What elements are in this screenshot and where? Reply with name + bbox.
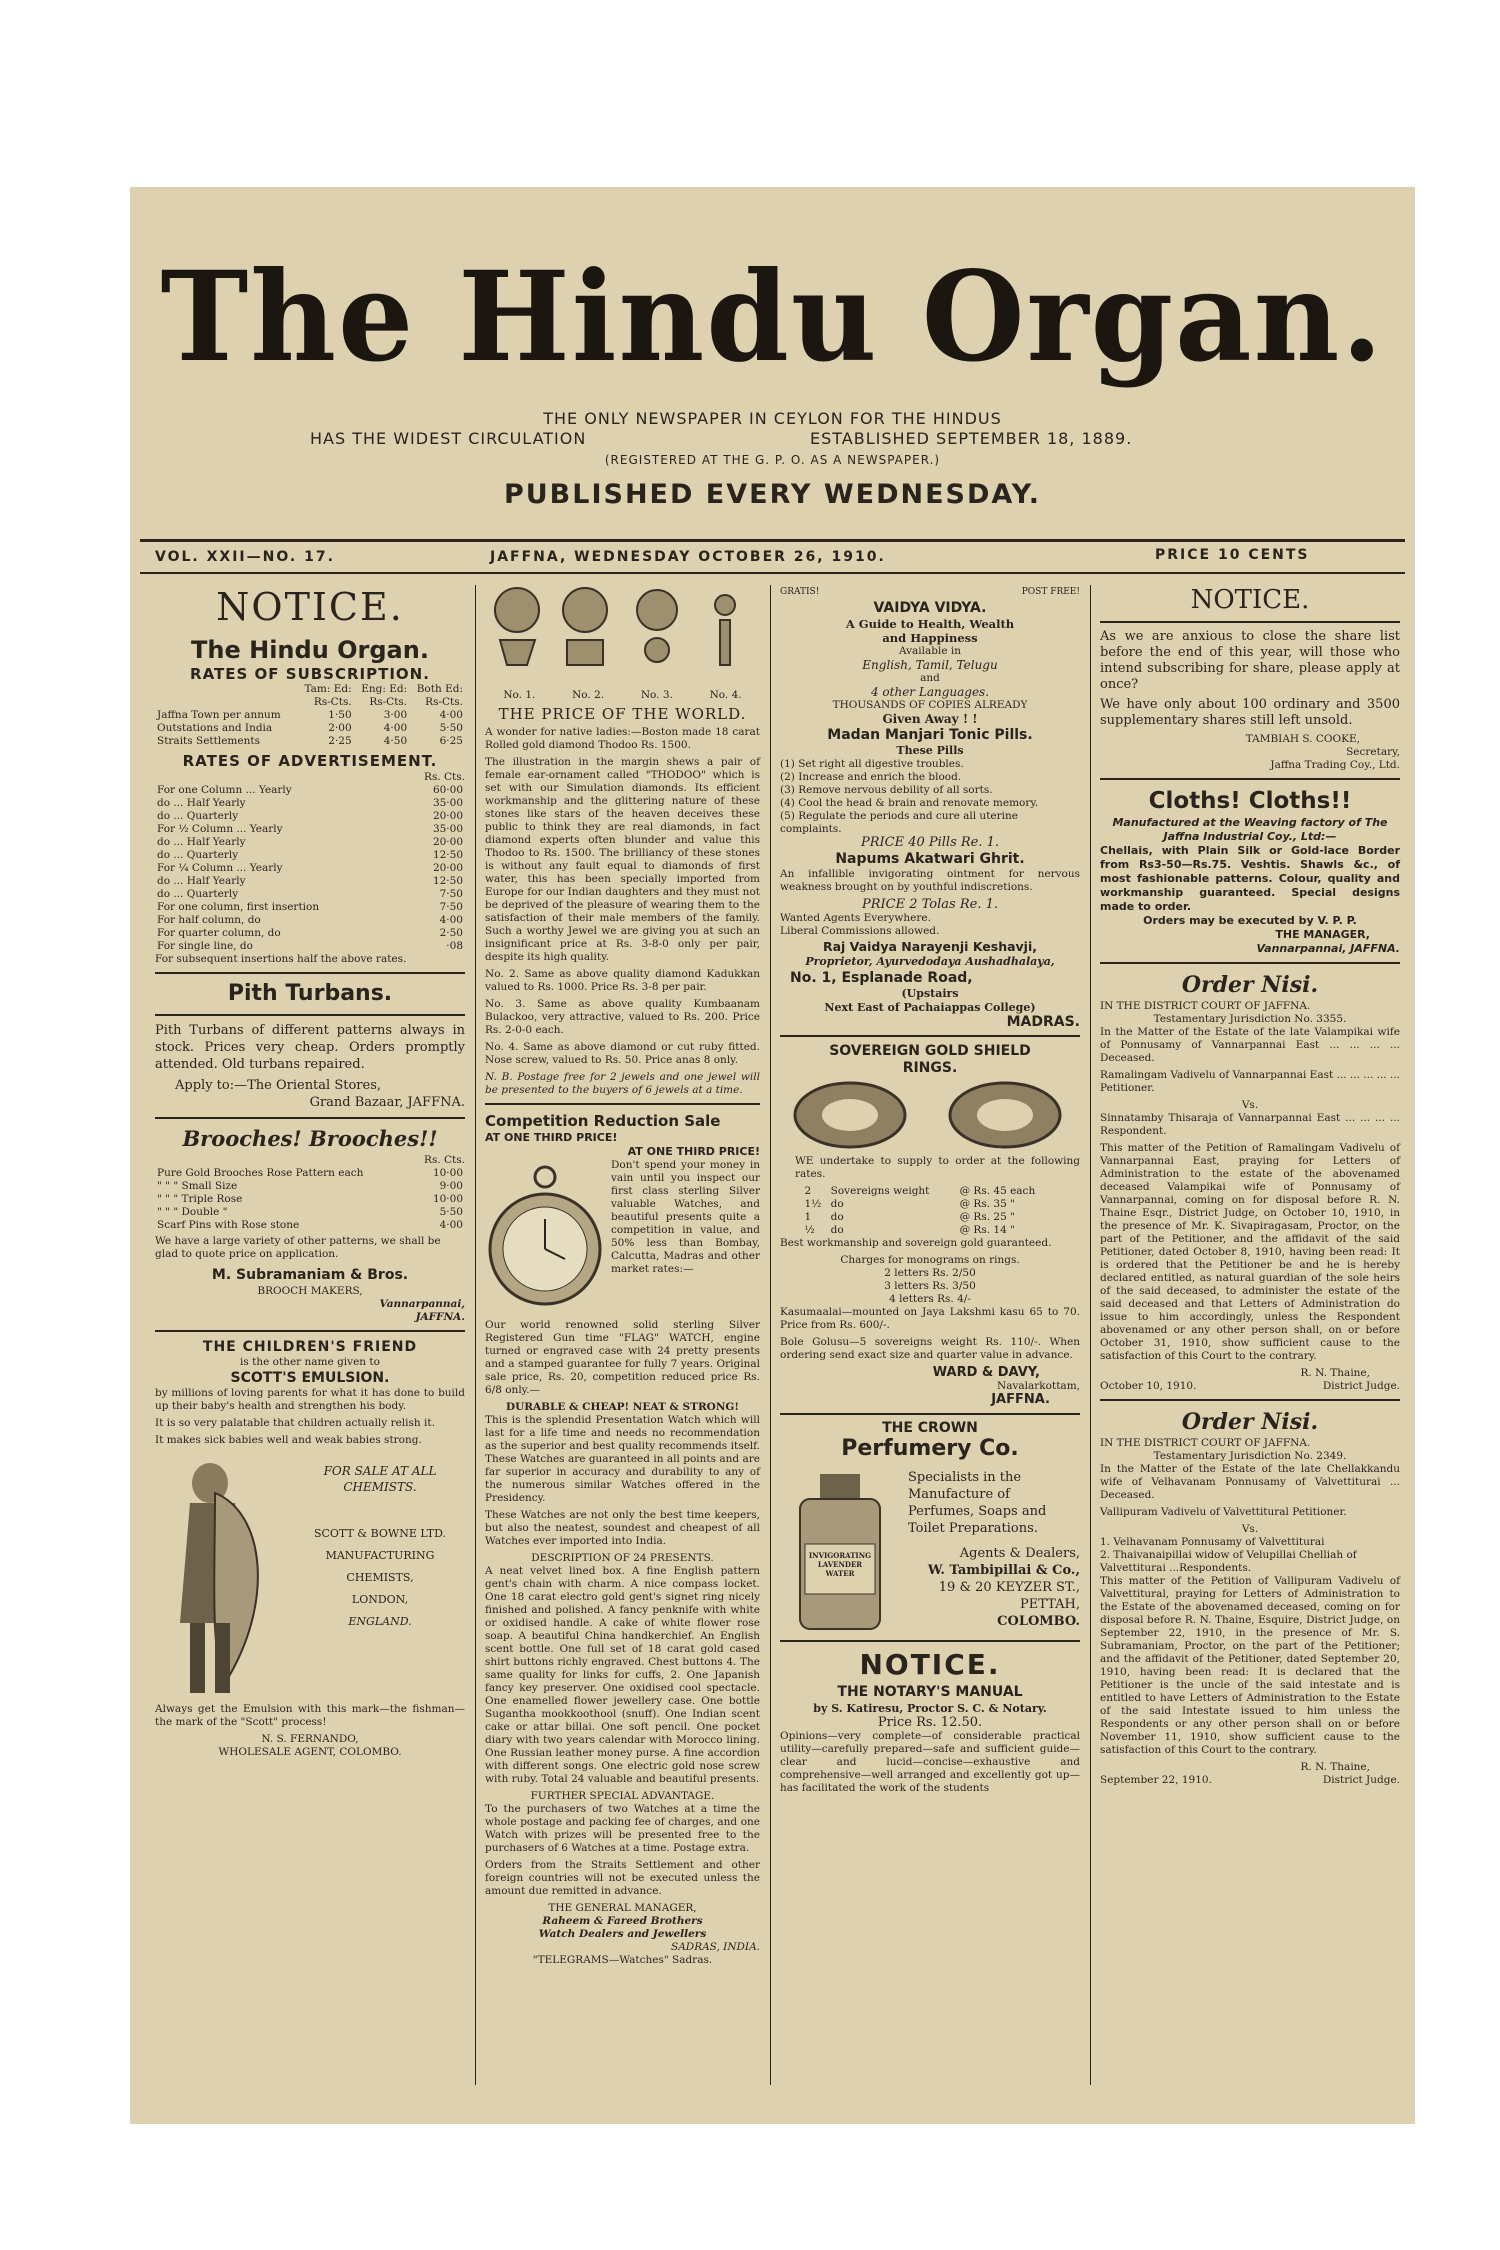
col-unit: Rs-Cts. (425, 696, 463, 708)
col-header: Both Ed: (416, 683, 463, 695)
competition-text: This is the splendid Presentation Watch which will last for a life time and needs no recommendation as the superior and best quality recommends itself. These Watches are guaranteed in all points and are far superior in accuracy and durability to any of the numerous similar Watches offered in the Presidency. (485, 1414, 760, 1504)
col-header: Eng: Ed: (361, 683, 408, 695)
table-row (155, 862, 465, 875)
watch-illustration (485, 1159, 605, 1319)
registered: (REGISTERED AT THE G. P. O. AS A NEWSPAPER.) (604, 453, 941, 467)
jewel-label: No. 1. (503, 689, 536, 701)
ward-place: Navalarkottam, (997, 1380, 1080, 1392)
cloths-mgr: THE MANAGER, (1275, 928, 1370, 941)
table-cell: do ... Half Yearly (157, 797, 246, 809)
table-cell: 10·00 (432, 1167, 463, 1179)
table-cell: do (830, 1224, 844, 1236)
table-row (155, 901, 465, 914)
turbans-address: Grand Bazaar, JAFFNA. (309, 1095, 465, 1110)
table-cell: ½ (804, 1224, 815, 1236)
advertisement-table (155, 784, 465, 953)
table-row (155, 849, 465, 862)
table-row (155, 823, 465, 836)
competition-sub: AT ONE THIRD PRICE! (485, 1131, 618, 1144)
brooch-makers: BROOCH MAKERS, (257, 1285, 363, 1297)
divider (1100, 621, 1400, 623)
vaidya-other: 4 other Languages. (870, 685, 990, 699)
table-cell: do (830, 1198, 844, 1210)
nisi-vs: Vs. (1241, 1099, 1259, 1111)
maker-line: ENGLAND. (348, 1615, 412, 1628)
table-row (155, 1219, 465, 1232)
crown-name: Perfumery Co. (841, 1436, 1019, 1461)
notary-price: Price Rs. 12.50. (877, 1715, 983, 1730)
kasu-text: Kasumaalai—mounted on Jaya Lakshmi kasu 65 to 70. Price from Rs. 600/-. (780, 1306, 1080, 1331)
table-row (155, 797, 465, 810)
table-row (155, 888, 465, 901)
table-cell: do ... Quarterly (157, 810, 239, 822)
perfume-bottle (780, 1469, 900, 1634)
maker-line: SCOTT & BOWNE LTD. (313, 1527, 447, 1540)
notary-heading: THE NOTARY'S MANUAL (837, 1684, 1023, 1700)
crown-addr: 19 & 20 KEYZER ST., (938, 1580, 1080, 1595)
table-cell: 1 (804, 1211, 812, 1223)
notary-by: by S. Katiresu, Proctor S. C. & Notary. (813, 1702, 1047, 1715)
fishman-illustration (155, 1453, 285, 1703)
table-row (155, 1193, 465, 1206)
nisi-jurisdiction: Testamentary Jurisdiction No. 2349. (1153, 1450, 1347, 1462)
friend-agent2: WHOLESALE AGENT, COLOMBO. (218, 1746, 402, 1758)
ward-town: JAFFNA. (991, 1392, 1050, 1407)
brooch-place: Vannarpannai, (379, 1298, 465, 1310)
volume: VOL. XXII—NO. 17. (155, 549, 335, 565)
column-4 (1100, 585, 1400, 1787)
table-row: Jaffna Town per annum 1·50 3·00 4·00 (157, 709, 463, 721)
list-item: (4) Cool the head & brain and renovate memory. (780, 797, 1039, 809)
table-row (155, 1206, 465, 1219)
brooches-heading: Brooches! Brooches!! (182, 1126, 438, 1151)
table-row (155, 927, 465, 940)
table-row (155, 875, 465, 888)
masthead-title: The Hindu Organ. (160, 243, 1385, 390)
notary-text: Opinions—very complete—of considerable practical utility—carefully prepared—safe and sufficient guide—clear and lucid—concise—exhaustive and comprehensive—well arranged and excellently got up—has facilitated the work of the students (780, 1730, 1080, 1794)
competition-text: Don't spend your money in vain until you inspect our first class sterling Silver valuable Watches, and beautiful presents quite a competition in value, and 50% less than Bombay, Calcutta, Madras and other market rates:— (611, 1159, 760, 1275)
vaidya-upstairs: (Upstairs (901, 987, 959, 1000)
rates-subscription-title: RATES OF SUBSCRIPTION. (190, 665, 430, 683)
column-2 (485, 585, 760, 1967)
agents-wanted: Wanted Agents Everywhere. (780, 912, 931, 924)
rings-best: Best workmanship and sovereign gold guaranteed. (780, 1237, 1052, 1249)
nisi-court: IN THE DISTRICT COURT OF JAFFNA. (1100, 1437, 1311, 1449)
table-cell: 12·50 (432, 849, 463, 861)
article-text: No. 4. Same as above diamond or cut ruby fitted. Nose screw, valued to Rs. 50. Price anas 8 only. (485, 1041, 760, 1066)
jewel-label: No. 3. (640, 689, 673, 701)
table-cell: For half column, do (157, 914, 261, 926)
divider (155, 1014, 465, 1016)
column-divider (1090, 585, 1091, 2085)
notice-text: As we are anxious to close the share list before the end of this year, will those who intend subscribing for share, please apply at once? (1100, 629, 1400, 692)
nisi-judge: R. N. Thaine, (1300, 1367, 1370, 1379)
nisi-date: September 22, 1910. (1100, 1774, 1212, 1786)
nisi-text: In the Matter of the Estate of the late Valampikai wife of Ponnusamy of Vannarpannai East ... ... ... ... Deceased. (1100, 1026, 1400, 1064)
durable-line: DURABLE & CHEAP! NEAT & STRONG! (506, 1401, 739, 1413)
table-cell: 20·00 (432, 810, 463, 822)
table-cell: 20·00 (432, 862, 463, 874)
nisi-body: This matter of the Petition of Ramalingam Vadivelu of Vannarpannai East, praying for Letters of Administration to the estate of the abovenamed deceased Valampikai wife of Ponnusamy of Vannarpannai, coming on for disposal before R. N. Thaine Esqr., District Judge, on October 10, 1910, in the presence of Mr. K. Sivapiragasam, Proctor, on the part of the Petitioner, and the affidavit of the said Petitioner, dated October 8, 1910, having been read: It is ordered that the Petitioner be and he is hereby declared entitled, as natural guardian of the sole heirs of the said deceased, to administer the estate of the said deceased and that Letters of Administration do issue to him accordingly, unless the Respondent abovenamed or any other person shall, on or before October 31, 1910, show sufficient cause to the satisfaction of this Court to the contrary. (1100, 1142, 1400, 1362)
brooch-town: JAFFNA. (415, 1311, 465, 1323)
published-line: PUBLISHED EVERY WEDNESDAY. (503, 479, 1042, 510)
firm-desc: Watch Dealers and Jewellers (538, 1928, 707, 1940)
table-cell: 5·50 (439, 1206, 463, 1218)
column-1 (155, 585, 465, 1759)
brooch-note: We have a large variety of other patterns, we shall be glad to quote price on application. (155, 1235, 441, 1260)
nisi-text: Ramalingam Vadivelu of Vannarpannai East ... ... ... ... ... Petitioner. (1100, 1069, 1400, 1094)
notice-heading: NOTICE. (859, 1648, 1001, 1681)
table-cell: 1½ (804, 1198, 822, 1210)
rates-advertisement-title: RATES OF ADVERTISEMENT. (182, 752, 438, 770)
pills-list (780, 758, 1080, 836)
vaidya-avail: Available in (898, 645, 962, 657)
vaidya-name: Raj Vaidya Narayenji Keshavji, (822, 939, 1038, 954)
crown-text: Specialists in the Manufacture of Perfumes, Soaps and Toilet Preparations. (908, 1470, 1047, 1536)
list-item: (2) Increase and enrich the blood. (780, 771, 962, 783)
table-row (155, 1180, 465, 1193)
vaidya-thousands: THOUSANDS OF COPIES ALREADY (832, 699, 1028, 711)
vaidya-prop: Proprietor, Ayurvedodaya Aushadhalaya, (805, 955, 1055, 968)
telegrams: "TELEGRAMS—Watches" Sadras. (532, 1954, 713, 1966)
firm-place: SADRAS, INDIA. (671, 1941, 760, 1953)
post-free: POST FREE! (1021, 587, 1080, 597)
rings-letter: 3 letters Rs. 3/50 (884, 1280, 976, 1292)
table-cell: 4·00 (439, 1219, 463, 1231)
crown-agents: Agents & Dealers, (959, 1546, 1080, 1561)
ghrit-text: An infallible invigorating ointment for nervous weakness brought on by youthful indiscretions. (780, 868, 1080, 893)
pills-heading: Madan Manjari Tonic Pills. (827, 727, 1033, 743)
crown-heading: THE CROWN (882, 1420, 978, 1436)
bottle-label: INVIGORATING LAVENDER WATER (808, 1551, 872, 1578)
friend-brand: SCOTT'S EMULSION. (230, 1370, 390, 1386)
rings-letter: 4 letters Rs. 4/- (889, 1293, 971, 1305)
maker-line: LONDON, (351, 1593, 409, 1606)
divider (780, 1035, 1080, 1037)
column-divider (770, 585, 771, 2085)
divider (1100, 778, 1400, 780)
ghrit-price: PRICE 2 Tolas Re. 1. (862, 897, 998, 912)
paper-name: The Hindu Organ. (191, 636, 429, 664)
fishman-illustration-block (155, 1453, 465, 1703)
col-unit: Rs-Cts. (313, 696, 352, 708)
list-item: (5) Regulate the periods and cure all uterine complaints. (780, 810, 1018, 835)
table-cell: do (830, 1211, 844, 1223)
table-cell: " " " Small Size (157, 1180, 238, 1192)
table-row: Outstations and India 2·00 4·00 5·50 (157, 722, 463, 734)
table-cell: For quarter column, do (157, 927, 281, 939)
rings-text: WE undertake to supply to order at the following rates. (795, 1155, 1080, 1180)
firm-name: Raheem & Fareed Brothers (542, 1915, 703, 1927)
vaidya-next: Next East of Pachaiappas College) (824, 1001, 1036, 1014)
table-cell: @ Rs. 45 each (959, 1185, 1036, 1197)
vaidya-given: Given Away ! ! (882, 712, 978, 726)
commission: Liberal Commissions allowed. (780, 925, 940, 937)
jewel-label: No. 4. (709, 689, 742, 701)
dateline: JAFFNA, WEDNESDAY OCTOBER 26, 1910. (490, 549, 886, 565)
bole-text: Bole Golusu—5 sovereigns weight Rs. 110/-. When ordering send exact size and quarter value in advance. (780, 1336, 1080, 1361)
notice-sign: Jaffna Trading Coy., Ltd. (1270, 759, 1400, 771)
rings-letter: 2 letters Rs. 2/50 (884, 1267, 976, 1279)
vaidya-addr: No. 1, Esplanade Road, (790, 970, 973, 986)
table-cell: For one Column ... Yearly (157, 784, 292, 796)
table-cell: 2 (804, 1185, 812, 1197)
adv-note: For subsequent insertions half the above rates. (155, 953, 407, 965)
table-cell: 9·00 (439, 1180, 463, 1192)
rings-charges: Charges for monograms on rings. (840, 1254, 1020, 1266)
col-unit: Rs-Cts. (369, 696, 408, 708)
friend-always: Always get the Emulsion with this mark—the fishman—the mark of the "Scott" process! (155, 1703, 465, 1728)
table-row (155, 1167, 465, 1180)
friend-sale: FOR SALE AT ALL CHEMISTS. (323, 1464, 437, 1494)
order-nisi-heading: Order Nisi. (1181, 1409, 1319, 1435)
table-cell: 2·50 (439, 927, 463, 939)
divider (780, 1640, 1080, 1642)
table-row (155, 810, 465, 823)
article-text: A wonder for native ladies:—Boston made 18 carat Rolled gold diamond Thodoo Rs. 1500. (485, 726, 760, 751)
maker-line: CHEMISTS, (346, 1571, 414, 1584)
table-cell: 60·00 (432, 784, 463, 796)
nisi-date: October 10, 1910. (1100, 1380, 1197, 1392)
adv-unit: Rs. Cts. (424, 771, 465, 783)
article-text: N. B. Postage free for 2 jewels and one jewel will be presented to the buyers of 6 jewels at a time. (485, 1071, 760, 1096)
divider (155, 1330, 465, 1332)
crown-city2: COLOMBO. (997, 1614, 1080, 1629)
table-cell: 10·00 (432, 1193, 463, 1205)
friend-maker (295, 1523, 465, 1633)
price-of-world-heading: THE PRICE OF THE WORLD. (498, 705, 747, 723)
table-cell: 12·50 (432, 875, 463, 887)
notice-sign: TAMBIAH S. COOKE, (1245, 733, 1360, 745)
nisi-respondent: 1. Velhavanam Ponnusamy of Valvettiturai (1100, 1536, 1325, 1548)
tagline: THE ONLY NEWSPAPER IN CEYLON FOR THE HINDUS (543, 409, 1002, 428)
nisi-judge-title: District Judge. (1322, 1774, 1400, 1786)
table-cell: @ Rs. 35 " (959, 1198, 1015, 1210)
advantage-text: Orders from the Straits Settlement and other foreign countries will not be executed unless the amount due remitted in advance. (485, 1859, 760, 1897)
nisi-vs: Vs. (1241, 1523, 1259, 1535)
table-cell: 4·00 (439, 914, 463, 926)
nisi-date-line (1100, 1380, 1400, 1393)
list-item: (1) Set right all digestive troubles. (780, 758, 964, 770)
table-cell: " " " Double " (157, 1206, 228, 1218)
table-cell: Scarf Pins with Rose stone (157, 1219, 300, 1231)
competition-sub2: AT ONE THIRD PRICE! (627, 1145, 760, 1158)
brooch-table (155, 1167, 465, 1232)
rings-table (803, 1185, 1058, 1237)
table-cell: 20·00 (432, 836, 463, 848)
friend-text: It is so very palatable that children actually relish it. (155, 1417, 435, 1429)
article-text: No. 2. Same as above quality diamond Kadukkan valued to Rs. 1000. Price Rs. 3-8 per pair. (485, 968, 760, 993)
divider (1100, 1399, 1400, 1401)
divider (780, 1413, 1080, 1415)
table-cell: For one column, first insertion (157, 901, 320, 913)
nisi-court: IN THE DISTRICT COURT OF JAFFNA. (1100, 1000, 1311, 1012)
table-row (803, 1211, 1058, 1224)
table-row (155, 784, 465, 797)
friend-text: by millions of loving parents for what it has done to build up their baby's health and strengthen his body. (155, 1387, 465, 1412)
gratis: GRATIS! (780, 587, 820, 597)
cloths-heading: Cloths! Cloths!! (1148, 788, 1352, 814)
nisi-jurisdiction: Testamentary Jurisdiction No. 3355. (1153, 1013, 1347, 1025)
table-cell: Sovereigns weight (830, 1185, 930, 1197)
list-item: (3) Remove nervous debility of all sorts. (780, 784, 993, 796)
vaidya-sub: A Guide to Health, Wealth and Happiness (845, 617, 1015, 645)
col-header: Tam: Ed: (304, 683, 352, 695)
divider (155, 972, 465, 974)
nisi-text: Sinnatamby Thisaraja of Vannarpannai East ... ... ... ... Respondent. (1100, 1112, 1400, 1137)
table-row (803, 1224, 1058, 1237)
advantage-text: To the purchasers of two Watches at a time the whole postage and packing fee of charges, and one Watch with prizes will be presented free to the purchasers of 6 Watches at a time. Postage extra. (485, 1803, 760, 1854)
column-3 (780, 585, 1080, 1799)
article-text: The illustration in the margin shews a pair of female ear-ornament called "THODOO" which is set with our Simulation diamonds. Its efficient workmanship and the glittering nature of these stones like stars of the heaven deceives these public to think they are real diamonds, in fact diamond experts often blunder and value this Thodoo to Rs. 1500. The brilliancy of these stones is without any fault equal to diamonds of first water, this has been specially imported from Europe for our Indian daughters and they must not be deprived of the pleasure of wearing them to the satisfaction of their male members of the family. Such a worthy Jewel we are giving you at such an insignificant price at Rs. 3-8-0 only per pair, despite its high quality. (485, 756, 760, 963)
crown-text-block (908, 1469, 1080, 1634)
nisi-date-line (1100, 1774, 1400, 1787)
maker-line: MANUFACTURING (325, 1549, 435, 1562)
advantage-heading: FURTHER SPECIAL ADVANTAGE. (530, 1790, 715, 1802)
nisi-body: This matter of the Petition of Vallipuram Vadivelu of Valvettitural, praying for Letters of Administration to the Estate of the abovenamed deceased, coming on for disposal before R. N. Thaine, Esquire, District Judge, on September 22, 1910, in the presence of Mr. S. Subramaniam, Proctor, on the part of the Petitioner; and the affidavit of the Petitioner, dated September 20, 1910, having been read: It is declared that the Petitioner is the uncle of the said intestate and is entitled to have Letters of Administration to the Estate of the said Intestate issued to him unless the Respondents or any other person shall on or before November 11, 1910, show sufficient cause to the satisfaction of this Court to the contrary. (1100, 1575, 1400, 1756)
table-cell: For single line, do (157, 940, 253, 952)
table-cell: For ¼ Column ... Yearly (157, 862, 283, 874)
friend-agent: N. S. FERNANDO, (261, 1733, 359, 1745)
table-cell: ·08 (446, 940, 463, 952)
table-row (155, 836, 465, 849)
crown-block (780, 1469, 1080, 1634)
nisi-respondent: 2. Thaivanaipillai widow of Velupillai Chelliah of Valvettiturai ...Respondents. (1100, 1549, 1357, 1574)
order-nisi-heading: Order Nisi. (1181, 972, 1319, 998)
table-row (803, 1185, 1058, 1198)
turbans-heading: Pith Turbans. (227, 981, 393, 1006)
nisi-text: Vallipuram Vadivelu of Valvettitural Petitioner. (1100, 1506, 1347, 1518)
cloths-text: Manufactured at the Weaving factory of The Jaffna Industrial Coy., Ltd:— (1112, 816, 1388, 843)
thodoo-jewel-illustration (485, 585, 760, 685)
jewel-label: No. 2. (572, 689, 605, 701)
competition-heading: Competition Reduction Sale (485, 1112, 721, 1130)
notice-sign: Secretary, (1346, 746, 1400, 758)
friend-heading: THE CHILDREN'S FRIEND (202, 1339, 418, 1355)
circulation: HAS THE WIDEST CIRCULATION (310, 429, 587, 448)
vaidya-city: MADRAS. (1006, 1014, 1080, 1030)
ward-davy: WARD & DAVY, (932, 1365, 1040, 1380)
price: PRICE 10 CENTS (1155, 547, 1310, 563)
table-row (803, 1198, 1058, 1211)
notice-heading: NOTICE. (216, 585, 404, 629)
description-text: A neat velvet lined box. A fine English pattern gent's chain with charm. A nice compass locket. One 18 carat electro gold gent's signet ring nicely finished and polished. A fancy penknife with white or oxidised handle. A cake of white flower rose soap. A beautiful China handkerchief. An English scent bottle. One full set of 18 carat gold cased shirt buttons richly engraved. Chest buttons 4. The same quality for links for cuffs, 2. One Japanish fancy key preserver. One oxidised cool spectacle. One enamelled flower jewellery case. One bottle Sugantha mookkoothool (snuff). One Indian scent cake or attar billai. One soft pencil. One pocket diary with two years calendar with Morocco lining. One Russian leather money purse. A fine accordion with different songs. One electric gold nose screw with ruby. Total 24 valuable and beautiful presents. (485, 1565, 760, 1785)
competition-text: These Watches are not only the best time keepers, but also the neatest, soundest and cheapest of all Watches ever imported into India. (485, 1509, 760, 1547)
competition-text: Our world renowned solid sterling Silver Registered Gun time "FLAG" WATCH, engine turned or engraved case with 24 pretty presents and a stamped guarantee for fully 7 years. Original sale price, Rs. 20, competition reduced price Rs. 6/8 only.— (485, 1319, 760, 1396)
notice-heading: NOTICE. (1190, 585, 1310, 615)
table-cell: 7·50 (439, 888, 463, 900)
established: ESTABLISHED SEPTEMBER 18, 1889. (810, 429, 1133, 448)
nisi-judge-title: District Judge. (1322, 1380, 1400, 1392)
table-cell: do ... Half Yearly (157, 875, 246, 887)
divider (1100, 962, 1400, 964)
pills-price: PRICE 40 Pills Re. 1. (860, 835, 1000, 850)
table-cell: 35·00 (432, 797, 463, 809)
table-cell: do ... Half Yearly (157, 836, 246, 848)
table-cell: do ... Quarterly (157, 849, 239, 861)
cloths-text2: Chellais, with Plain Silk or Gold-lace Border from Rs3-50—Rs.75. Veshtis. Shawls &c., of most fashionable patterns. Colour, quality and workmanship guaranteed. Special designs made to order. (1100, 844, 1400, 913)
table-cell: For ½ Column ... Yearly (157, 823, 283, 835)
nisi-text: In the Matter of the Estate of the late Chellakkandu wife of Velhavanam Ponnusamy of Valvettiturai ... Deceased. (1100, 1463, 1400, 1501)
table-cell: Pure Gold Brooches Rose Pattern each (157, 1167, 364, 1179)
notice-text: We have only about 100 ordinary and 3500 supplementary shares still left unsold. (1100, 697, 1400, 728)
table-cell: @ Rs. 14 " (959, 1224, 1015, 1236)
manager-line: THE GENERAL MANAGER, (548, 1902, 697, 1914)
cloths-place: Vannarpannai, JAFFNA. (1256, 942, 1400, 955)
vaidya-and: and (920, 672, 940, 684)
table-cell: 35·00 (432, 823, 463, 835)
crown-city: PETTAH, (1020, 1597, 1080, 1612)
article-text: No. 3. Same as above quality Kumbaanam Bulackoo, very attractive, valued to Rs. 200. Price Rs. 2-0-0 each. (485, 998, 760, 1036)
ghrit-heading: Napums Akatwari Ghrit. (835, 851, 1025, 867)
crown-agent-name: W. Tambipillai & Co., (927, 1563, 1080, 1578)
divider (485, 1103, 760, 1105)
subscription-table (155, 683, 465, 748)
cloths-vpp: Orders may be executed by V. P. P. (1143, 914, 1357, 927)
turbans-apply: Apply to:—The Oriental Stores, (175, 1078, 381, 1093)
vaidya-heading: VAIDYA VIDYA. (873, 600, 987, 616)
watch-block (485, 1159, 760, 1319)
table-cell: @ Rs. 25 " (959, 1211, 1015, 1223)
brooch-unit: Rs. Cts. (424, 1154, 465, 1166)
masthead-rule-top (140, 539, 1405, 542)
rings-illustration (780, 1077, 1080, 1152)
masthead-rule-bottom (140, 572, 1405, 574)
table-cell: 7·50 (439, 901, 463, 913)
newspaper-page (130, 187, 1415, 2124)
nisi-judge: R. N. Thaine, (1300, 1761, 1370, 1773)
table-cell: " " " Triple Rose (157, 1193, 243, 1205)
table-row (155, 914, 465, 927)
brooch-firm: M. Subramaniam & Bros. (211, 1267, 409, 1283)
jewel-labels (485, 688, 760, 702)
divider (155, 1117, 465, 1119)
friend-sub: is the other name given to (240, 1356, 380, 1368)
vaidya-langs: English, Tamil, Telugu (862, 658, 998, 672)
table-cell: do ... Quarterly (157, 888, 239, 900)
rings-heading: SOVEREIGN GOLD SHIELD RINGS. (829, 1043, 1031, 1076)
pills-sub: These Pills (896, 744, 964, 757)
friend-text: It makes sick babies well and weak babies strong. (155, 1434, 422, 1446)
table-row: Straits Settlements 2·25 4·50 6·25 (157, 735, 463, 747)
table-row (155, 940, 465, 953)
gratis-line (780, 585, 1080, 599)
description-heading: DESCRIPTION OF 24 PRESENTS. (531, 1552, 714, 1564)
column-divider (475, 585, 476, 2085)
turbans-text: Pith Turbans of different patterns always in stock. Prices very cheap. Orders promptly attended. Old turbans repaired. (155, 1023, 465, 1072)
